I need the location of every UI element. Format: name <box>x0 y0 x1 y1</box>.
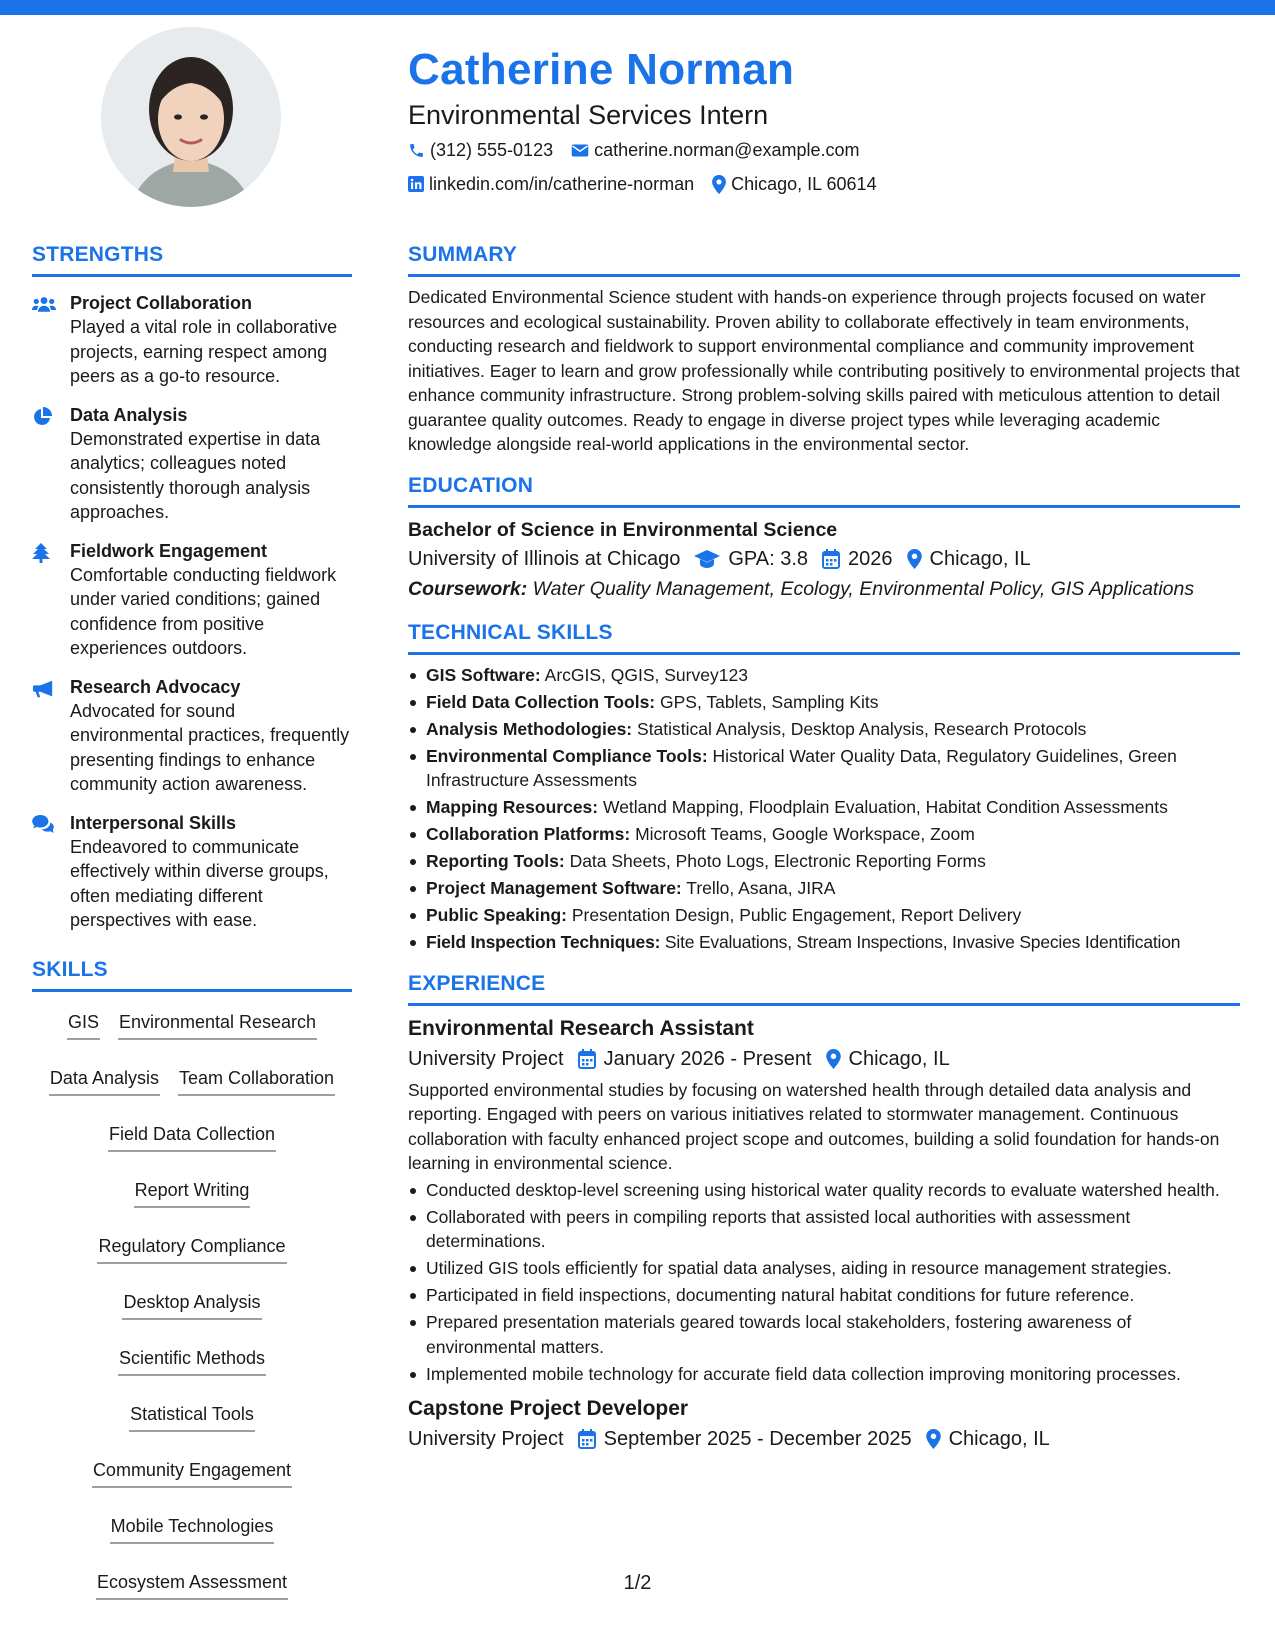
location-contact <box>712 168 876 200</box>
list-item: Field Inspection Techniques: Site Evaluations, Stream Inspections, Invasive Species Identification <box>408 930 1240 955</box>
technical-skills-heading: TECHNICAL SKILLS <box>408 618 1240 655</box>
users-icon <box>32 295 56 313</box>
list-item: Participated in field inspections, documenting natural habitat conditions for future reference. <box>408 1283 1240 1308</box>
skill-tag: Community Engagement <box>92 1456 292 1488</box>
job-meta <box>408 1424 1240 1454</box>
list-item: Prepared presentation materials geared towards local stakeholders, fostering awareness of environmental matters. <box>408 1310 1240 1359</box>
strength-item <box>32 675 352 797</box>
skill-tag: Ecosystem Assessment <box>96 1568 288 1600</box>
strength-description: Played a vital role in collaborative projects, earning respect among peers as a go-to resource. <box>70 317 338 386</box>
skill-tag: Field Data Collection <box>108 1120 276 1152</box>
left-column <box>32 240 352 1600</box>
avatar-illustration <box>101 27 281 207</box>
map-pin-icon <box>712 175 726 194</box>
strengths-heading: STRENGTHS <box>32 240 352 277</box>
resume-header <box>408 42 1238 200</box>
list-item: Mapping Resources: Wetland Mapping, Floodplain Evaluation, Habitat Condition Assessments <box>408 795 1240 820</box>
right-column <box>408 240 1240 1454</box>
skills-heading: SKILLS <box>32 955 352 992</box>
list-item: Conducted desktop-level screening using historical water quality records to evaluate watershed health. <box>408 1178 1240 1203</box>
strength-title: Fieldwork Engagement <box>70 540 268 561</box>
list-item: Collaborated with peers in compiling reports that assisted local authorities with assessment determinations. <box>408 1205 1240 1254</box>
job-org: University Project <box>408 1428 564 1450</box>
strength-title: Project Collaboration <box>70 293 253 313</box>
list-item: Analysis Methodologies: Statistical Analysis, Desktop Analysis, Research Protocols <box>408 717 1240 742</box>
job-org: University Project <box>408 1047 564 1070</box>
map-pin-icon <box>826 1049 841 1069</box>
list-item: Public Speaking: Presentation Design, Public Engagement, Report Delivery <box>408 903 1240 928</box>
strength-item <box>32 291 352 389</box>
list-item: Reporting Tools: Data Sheets, Photo Logs, Electronic Reporting Forms <box>408 849 1240 874</box>
page-number: 1/2 <box>623 1572 652 1594</box>
pie-chart-icon <box>32 407 52 427</box>
list-item: Implemented mobile technology for accurate field data collection improving monitoring processes. <box>408 1362 1240 1387</box>
job-description: Supported environmental studies by focusing on watershed health through detailed data analysis and reporting. Engaged with peers on various initiatives related to stormwater management. Continuous collaboration with faculty enhanced project scope and outcomes, building a solid foundation for hands-on learning in environmental science. <box>408 1079 1220 1173</box>
coursework: Coursework: Water Quality Management, Ecology, Environmental Policy, GIS Applications <box>408 577 1195 600</box>
strength-item <box>32 403 352 525</box>
skill-tag: Regulatory Compliance <box>97 1232 286 1264</box>
list-item: Field Data Collection Tools: GPS, Tablets, Sampling Kits <box>408 690 1240 715</box>
top-accent-bar <box>0 0 1275 15</box>
experience-heading: EXPERIENCE <box>408 969 1240 1006</box>
job-title: Capstone Project Developer <box>408 1397 689 1420</box>
job-title: Environmental Research Assistant <box>408 1016 754 1040</box>
map-pin-icon <box>907 549 922 569</box>
skill-tag: Scientific Methods <box>118 1344 266 1376</box>
phone-icon <box>408 142 425 159</box>
job-meta <box>408 1044 1240 1074</box>
job-location: Chicago, IL <box>826 1044 950 1074</box>
calendar-icon <box>578 1429 596 1449</box>
linkedin-icon <box>408 176 424 192</box>
linkedin-text: linkedin.com/in/catherine-norman <box>429 174 695 194</box>
summary-heading: SUMMARY <box>408 240 1240 277</box>
phone-contact[interactable] <box>408 134 553 166</box>
job-bullets <box>408 1178 1240 1387</box>
candidate-name: Catherine Norman <box>408 45 795 94</box>
strength-description: Advocated for sound environmental practices, frequently presenting findings to enhance community action awareness. <box>70 700 350 794</box>
email-text: catherine.norman@example.com <box>594 140 860 160</box>
calendar-icon <box>578 1049 596 1069</box>
list-item: Project Management Software: Trello, Asana, JIRA <box>408 876 1240 901</box>
education-heading: EDUCATION <box>408 471 1240 508</box>
skills-list <box>32 1008 352 1600</box>
strength-title: Data Analysis <box>70 404 188 425</box>
skill-tag: Statistical Tools <box>129 1400 255 1432</box>
education-meta <box>408 544 1240 574</box>
job-dates: September 2025 - December 2025 <box>578 1424 912 1454</box>
strength-item <box>32 811 352 933</box>
list-item: GIS Software: ArcGIS, QGIS, Survey123 <box>408 663 1240 688</box>
comments-icon <box>32 815 54 833</box>
skill-tag: Data Analysis <box>49 1064 160 1096</box>
list-item: Collaboration Platforms: Microsoft Teams, Google Workspace, Zoom <box>408 822 1240 847</box>
graduation-cap-icon <box>694 550 720 568</box>
megaphone-icon <box>32 679 54 699</box>
education-location: Chicago, IL <box>907 544 1031 574</box>
contact-row-2 <box>408 168 1238 200</box>
job-dates: January 2026 - Present <box>578 1044 812 1074</box>
strength-title: Research Advocacy <box>70 676 241 697</box>
contact-row-1 <box>408 134 1238 166</box>
skill-tag: Mobile Technologies <box>110 1512 275 1544</box>
school-name: University of Illinois at Chicago <box>408 547 681 570</box>
email-contact[interactable] <box>571 134 859 166</box>
skill-tag: GIS <box>67 1008 100 1040</box>
strength-title: Interpersonal Skills <box>70 812 237 833</box>
profile-photo <box>101 27 281 207</box>
strength-item <box>32 539 352 661</box>
gpa: GPA: 3.8 <box>694 544 808 574</box>
calendar-icon <box>822 549 840 569</box>
linkedin-contact[interactable] <box>408 168 694 200</box>
location-text: Chicago, IL 60614 <box>731 174 877 194</box>
degree-title: Bachelor of Science in Environmental Science <box>408 518 838 541</box>
technical-skills-list <box>408 663 1240 955</box>
list-item: Environmental Compliance Tools: Historical Water Quality Data, Regulatory Guidelines, Green Infrastructure Assessments <box>408 744 1240 793</box>
phone-text: (312) 555-0123 <box>430 140 554 160</box>
tree-icon <box>32 543 50 563</box>
skill-tag: Environmental Research <box>118 1008 317 1040</box>
envelope-icon <box>571 143 589 158</box>
strength-description: Demonstrated expertise in data analytics; colleagues noted consistently thorough analysis approaches. <box>70 428 321 522</box>
list-item: Utilized GIS tools efficiently for spatial data analyses, aiding in resource management strategies. <box>408 1256 1240 1281</box>
skill-tag: Report Writing <box>134 1176 251 1208</box>
candidate-role: Environmental Services Intern <box>408 100 769 130</box>
strength-description: Endeavored to communicate effectively within diverse groups, often mediating different perspectives with ease. <box>70 836 329 930</box>
graduation-year: 2026 <box>822 544 893 574</box>
map-pin-icon <box>926 1429 941 1449</box>
strength-description: Comfortable conducting fieldwork under varied conditions; gained confidence from positive experiences outdoors. <box>70 564 337 658</box>
skill-tag: Desktop Analysis <box>122 1288 261 1320</box>
job-location: Chicago, IL <box>926 1424 1050 1454</box>
summary-text: Dedicated Environmental Science student with hands-on experience through projects focused on water resources and ecological sustainability. Proven ability to collaborate effectively in team environments, conducting research and fieldwork to support environmental compliance and community improvement initiatives. Eager to learn and grow professionally while contributing positively to environmental projects that enhance community infrastructure. Strong problem-solving skills paired with meticulous attention to detail guarantee quality outcomes. Ready to engage in diverse project types while leveraging academic knowledge alongside real-world applications in the environmental sector. <box>408 287 1240 454</box>
skill-tag: Team Collaboration <box>178 1064 335 1096</box>
